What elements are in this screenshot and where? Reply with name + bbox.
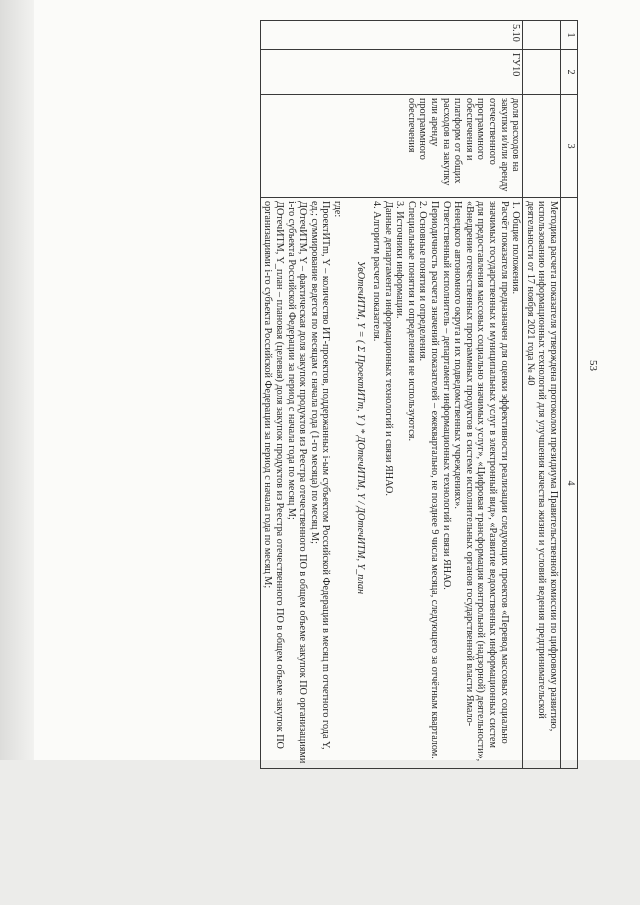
cell-empty-3 — [523, 95, 561, 198]
row-code: ГУ10 — [260, 50, 522, 95]
page-number: 53 — [587, 360, 599, 371]
indicator-table — [260, 20, 578, 769]
method-note: Методика расчета показателя утверждена протоколом президиума Правительственной комиссии по цифровому развитию, использованию информационных технологий для улучшения качества жизни и условий ведения предпринимательской деятельности от 17 ноября 2021 года № 40 — [523, 198, 561, 769]
col-header-3: 3 — [561, 95, 578, 198]
indicator-name: доля расходов на закупки и/или аренду отечественного программного обеспечения и платформ от общих расходов на закупку или аренду программного обеспечения — [260, 95, 522, 198]
desc-line: 4. Алгоритм расчета показателя. — [371, 201, 383, 342]
desc-line: 3. Источники информации. — [394, 201, 406, 319]
rotated-page-content — [40, 20, 600, 764]
definition: ДОтечИТM, Y – фактическая доля закупок продуктов из Реестра отечественного ПО в общем объеме закупок ПО организациями i-го субъекта Российской Федерации за период с начала года по месяц M; — [285, 201, 309, 764]
desc-line: Данные департамента информационных технологий и связи ЯНАО. — [382, 201, 394, 496]
desc-line: Ответственный исполнитель – департамент информационных технологий и связи ЯНАО. — [440, 201, 452, 590]
scanner-background — [0, 760, 640, 905]
desc-line: 2. Основные понятия и определения. — [417, 201, 429, 362]
scan-shadow — [0, 0, 34, 760]
table-row-5-10 — [260, 21, 522, 769]
where-label: где: — [331, 201, 343, 218]
spacer — [343, 201, 351, 765]
col-header-2: 2 — [561, 50, 578, 95]
definition: ДОтечИТM, Y_план – плановая (целевая) доля закупок продуктов из Реестра отечественного ПО в общем объеме закупок ПО организациями i-го субъекта Российской Федерации за период с начала года по месяц M; — [262, 201, 285, 749]
col-header-1: 1 — [561, 21, 578, 50]
col-header-4: 4 — [561, 198, 578, 769]
desc-line: Специальные понятия и определения не используются. — [405, 201, 417, 442]
table-header-row — [561, 21, 578, 769]
desc-line: 1. Общие положения. — [510, 201, 522, 294]
desc-line: Периодичность расчета значений показателей – ежеквартально, не позднее 9 числа месяца, следующего за отчётным кварталом. — [429, 201, 441, 759]
formula: УвОтечИТM, Y = ( Σ ПроектИТm, Y ) * ДОтечИТM, Y / ДОтечИТM, Y_план — [355, 261, 367, 595]
definition: ПроектИТm, Y – количество ИТ-проектов, поддержанных i-ым субъектом Российской Федерации в месяц m отчетного года Y, ед.; суммирование ведется по месяцам с начала года (1-го месяца) по месяц M; — [308, 201, 332, 750]
cell-empty-2 — [523, 50, 561, 95]
table-row-method — [523, 21, 561, 769]
row-number: 5.10 — [260, 21, 522, 50]
cell-empty-1 — [523, 21, 561, 50]
desc-line: Расчёт показателя предназначен для оценки эффективности реализации следующих проектов «Перевод массовых социально значимых государственных и муниципальных услуг в электронный вид», «Развитие ведомственных информационных систем для предоставления массовых социально значимых услуг», «Цифровая трансформация контрольной (надзорной) деятельности», «Внедрение отечественных программных продуктов в системе исполнительных органов государственной власти Ямало-Ненецкого автономного округа и их подведомственных учреждениях». — [452, 201, 510, 762]
indicator-description — [260, 198, 522, 769]
